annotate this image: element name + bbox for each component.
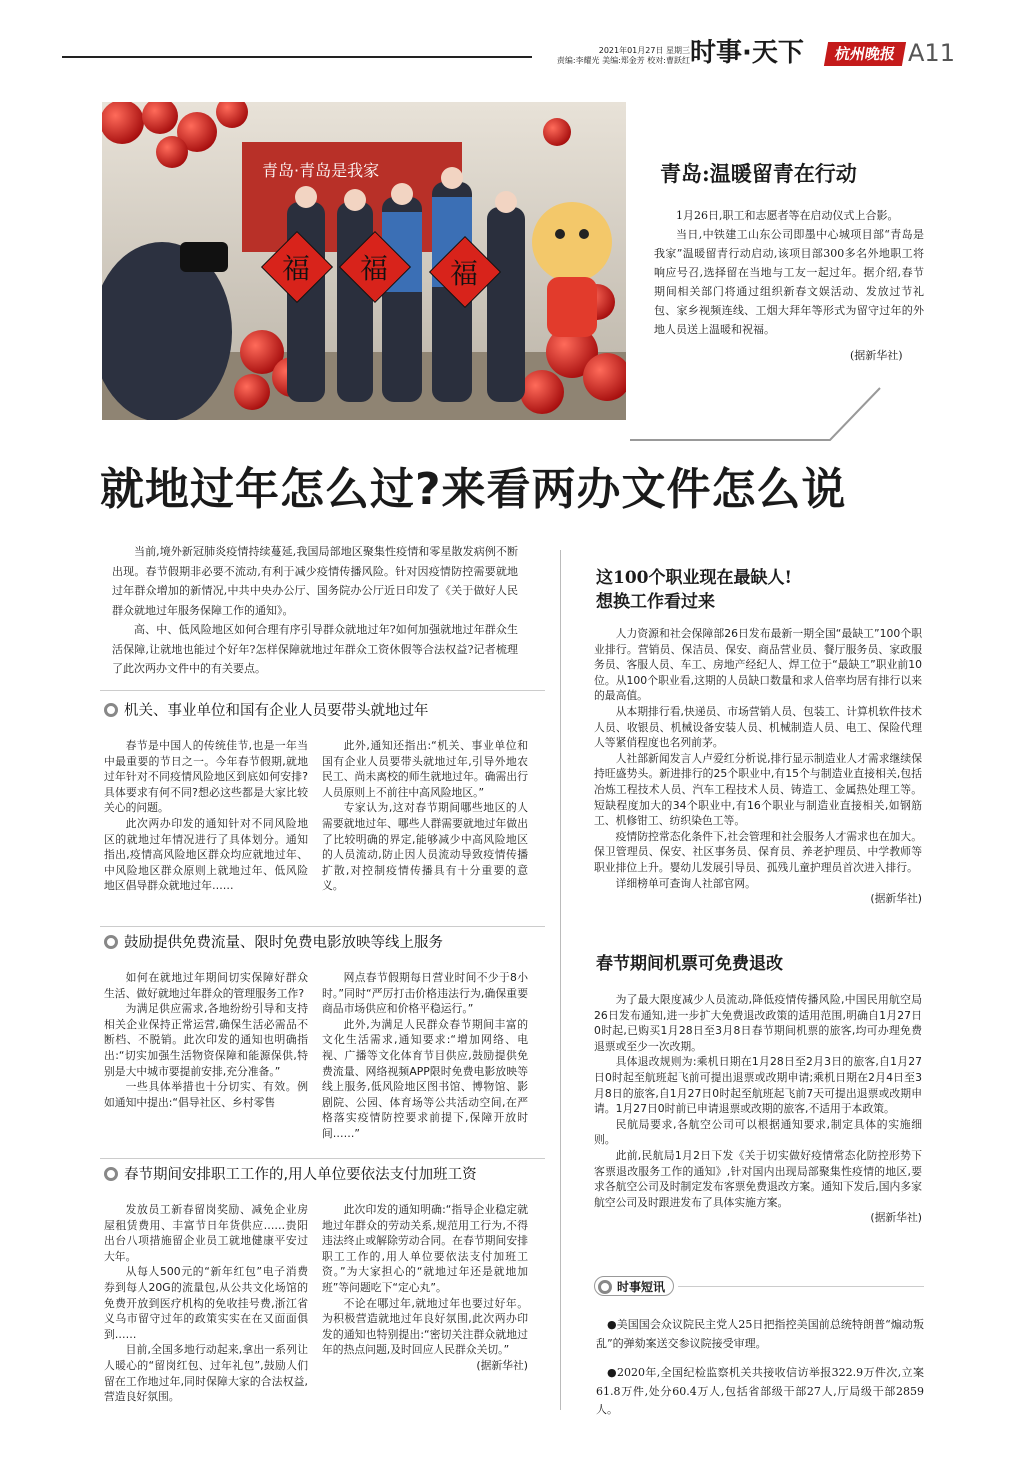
title-line: 想换工作看过来 (596, 592, 715, 612)
title-line: 这100个职业现在最缺人! (596, 568, 792, 588)
right-article-2-title (596, 952, 783, 976)
body-paragraph: 春节是中国人的传统佳节,也是一年当中最重要的节日之一。今年春节假期,就地过年针对不同疫情风险地区到底如何安排?具体要求有何不同?想必这些都是大家比较关心的问题。 (104, 739, 308, 815)
body-paragraph: 为了最大限度减少人员流动,降低疫情传播风险,中国民用航空局26日发布通知,进一步扩大免费退改政策的适用范围,明确自1月27日0时起,已购买1月28日至3月8日春节期间机票的旅客,均可办理免费退票或至少一次改期。 (594, 993, 922, 1053)
body-paragraph: 疫情防控常态化条件下,社会管理和社会服务人才需求也在加大。保卫管理员、保安、社区事务员、保育员、养老护理员、中学教师等职业排位上升。婴幼儿发展引导员、孤残儿童护理员首次进入排行。 (594, 829, 922, 874)
circle-bullet-icon (104, 703, 118, 717)
body-paragraph: 此前,民航局1月2日下发《关于切实做好疫情常态化防控形势下客票退改服务工作的通知》,针对国内出现局部聚集性疫情的地区,要求各航空公司及时制定发布客票免费退改方案。通知下发后,国内多家航空公司及时跟进发布了具体实施方案。 (594, 1148, 922, 1209)
news-briefs-header (594, 1276, 924, 1298)
section-heading-3 (104, 1164, 477, 1186)
body-paragraph: 一些具体举措也十分切实、有效。例如通知中提出:“倡导社区、乡村零售 (104, 1080, 308, 1109)
article-source: (据新华社) (476, 1358, 528, 1372)
newspaper-logo: 杭州晚报 (824, 42, 906, 66)
article-lead (112, 542, 518, 679)
section-divider (100, 1158, 545, 1159)
right-article-1-body (594, 626, 922, 907)
body-paragraph: 网点春节假期每日营业时间不少于8小时。”同时“严厉打击价格违法行为,确保重要商品市场供应和价格平稳运行。” (322, 971, 528, 1016)
body-paragraph: 如何在就地过年期间切实保障好群众生活、做好就地过年群众的管理服务工作? (104, 971, 308, 1000)
section-heading-2 (104, 932, 443, 954)
body-paragraph: 从每人500元的“新年红包”电子消费券到每人20G的流量包,从公共文化场馆的免费开放到医疗机构的免收挂号费,浙江省义乌市留守过年的政策实实在在又面面俱到…… (104, 1265, 308, 1341)
right-article-1-title (596, 566, 792, 614)
news-brief-2 (596, 1364, 924, 1420)
brief-text: ●美国国会众议院民主党人25日把指控美国前总统特朗普“煽动叛乱”的弹劾案送交参议院接受审理。 (596, 1318, 924, 1350)
section-1-col-1 (104, 738, 308, 894)
photo-story-source: (据新华社) (850, 349, 903, 362)
body-paragraph: 此外,为满足人民群众春节期间丰富的文化生活需求,通知要求:“增加网络、电视、广播等文化体育节目供应,鼓励提供免费流量、网络视频APP限时免费电影放映等线上服务,低风险地区图书馆、博物馆、影剧院、公园、体育场等公共活动空间,在严格落实疫情防控要求前提下,保障开放时间……” (322, 1017, 528, 1140)
body-paragraph: 从本期排行看,快递员、市场营销人员、包装工、计算机软件技术人员、收银员、机械设备安装人员、机械制造人员、电工、保险代理人等紧俏程度也名列前茅。 (594, 704, 922, 750)
body-paragraph: 为满足供应需求,各地纷纷引导和支持相关企业保持正常运营,确保生活必需品不断档、不脱销。此次印发的通知也明确指出:“切实加强生活物资保障和能源保供,特别是大中城市要提前安排,充分准备。” (104, 1002, 308, 1078)
body-paragraph: 此次印发的通知明确:“指导企业稳定就地过年群众的劳动关系,规范用工行为,不得违法终止或解除劳动合同。在春节期间安排职工工作的,用人单位要依法支付加班工资。”为大家担心的“就地过年还是就地加班”等问题吃下“定心丸”。 (322, 1203, 528, 1294)
right-article-2-body (594, 992, 922, 1226)
header-meta (520, 46, 690, 66)
photo-banner-text: 青岛·青岛是我家 (262, 161, 380, 180)
circle-bullet-icon (598, 1280, 612, 1294)
body-paragraph: 目前,全国多地行动起来,拿出一系列让人暖心的“留岗红包、过年礼包”,鼓励人们留在工作地过年,同时保障大家的合法权益,营造良好氛围。 (104, 1343, 308, 1404)
fu-character-2: 福 (360, 252, 389, 285)
fu-character-1: 福 (282, 252, 311, 285)
editors-line: 责编:李耀光 美编:郑金芳 校对:曹跃红 (556, 56, 690, 65)
body-paragraph: 此次两办印发的通知针对不同风险地区的就地过年情况进行了具体划分。通知指出,疫情高风险地区群众均应就地过年、中风险地区群众原则上就地过年、低风险地区倡导群众就地过年…… (104, 816, 308, 893)
lead-paragraph: 当前,境外新冠肺炎疫情持续蔓延,我国局部地区聚集性疫情和零星散发病例不断出现。春节假期非必要不流动,有利于减少疫情传播风险。针对因疫情防控需要就地过年群众增加的新情况,中共中央办公厅、国务院办公厅近日印发了《关于做好人民群众就地过年服务保障工作的通知》。 (112, 545, 518, 617)
section-heading-text: 鼓励提供免费流量、限时免费电影放映等线上服务 (124, 935, 443, 951)
section-divider (100, 690, 545, 691)
main-headline: 就地过年怎么过?来看两办文件怎么说 (100, 464, 847, 515)
page-number: A11 (908, 39, 955, 67)
section-1-col-2 (322, 738, 528, 894)
column-divider (560, 550, 561, 1410)
lead-paragraph: 高、中、低风险地区如何合理有序引导群众就地过年?如何加强就地过年群众生活保障,让就地也能过个好年?怎样保障就地过年群众工资休假等合法权益?记者梳理了此次两办文件中的有关要点。 (112, 623, 518, 675)
body-paragraph: 民航局要求,各航空公司可以根据通知要求,制定具体的实施细则。 (594, 1117, 922, 1147)
header-rule (62, 56, 532, 58)
body-paragraph: 不论在哪过年,就地过年也要过好年。为积极营造就地过年良好氛围,此次两办印发的通知也特别提出:“密切关注群众就地过年的热点问题,及时回应人民群众关切。” (322, 1296, 528, 1357)
section-heading-text: 机关、事业单位和国有企业人员要带头就地过年 (124, 703, 429, 719)
body-paragraph: 人力资源和社会保障部26日发布最新一期全国“最缺工”100个职业排行。营销员、保洁员、保安、商品营业员、餐厅服务员、家政服务员、客服人员、车工、房地产经纪人、焊工位于“最缺工”职业前10位。从100个职业看,这期的人员缺口数量和求人倍率均居有排行以来的最高值。 (594, 627, 922, 703)
circle-bullet-icon (104, 1167, 118, 1181)
body-paragraph: 专家认为,这对春节期间哪些地区的人需要就地过年、哪些人群需要就地过年做出了比较明确的界定,能够减少中高风险地区的人员流动,防止因人员流动导致疫情传播扩散,对控制疫情传播具有十分重要的意义。 (322, 801, 528, 893)
news-photo (102, 102, 626, 420)
photo-story-paragraph: 1月26日,职工和志愿者等在启动仪式上合影。 (676, 209, 899, 222)
section-2-col-2 (322, 970, 528, 1142)
section-2-col-1 (104, 970, 308, 1110)
photo-story-paragraph: 当日,中铁建工山东公司即墨中心城项目部“青岛是我家”温暖留青行动启动,该项目部300多名外地职工将响应号召,选择留在当地与工友一起过年。据介绍,春节期间相关部门将通过组织新春文娱活动、发放过节礼包、家乡视频连线、工烟大拜年等形式为留守过年的外地人员送上温暖和祝福。 (654, 228, 924, 336)
date-line: 2021年01月27日 星期三 (598, 46, 690, 55)
fu-character-3: 福 (450, 257, 479, 290)
article-source: (据新华社) (870, 1211, 922, 1225)
body-paragraph: 人社部新闻发言人卢爱红分析说,排行显示制造业人才需求继续保持旺盛势头。新进排行的25个职业中,有15个与制造业直接相关,包括冶炼工程技术人员、汽车工程技术人员、铸造工、金属热处理工等。短缺程度加大的34个职业中,有16个职业与制造业直接相关,如钢筋工、机修钳工、纺织染色工等。 (594, 751, 922, 828)
section-heading-1 (104, 700, 429, 722)
photo-story-title: 青岛:温暖留青在行动 (660, 161, 857, 186)
circle-bullet-icon (104, 935, 118, 949)
section-3-col-2 (322, 1202, 528, 1374)
section-divider (100, 926, 545, 927)
body-paragraph: 发放员工新春留岗奖励、减免企业房屋租赁费用、丰富节日年货供应……贵阳出台八项措施留企业员工就地健康平安过大年。 (104, 1203, 308, 1263)
body-paragraph: 详细榜单可查询人社部官网。 (615, 876, 756, 890)
photo-story-body (654, 206, 924, 339)
news-briefs-label-text: 时事短讯 (617, 1280, 666, 1294)
title-line: 春节期间机票可免费退改 (596, 954, 783, 974)
decorative-line (630, 378, 910, 458)
section-heading-text: 春节期间安排职工工作的,用人单位要依法支付加班工资 (124, 1167, 477, 1183)
news-briefs-label (594, 1276, 674, 1296)
body-paragraph: 具体退改规则为:乘机日期在1月28日至2月3日的旅客,自1月27日0时起至航班起飞前可提出退票或改期申请;乘机日期在2月4日至3月8日的旅客,自1月27日0时起至航班起飞前7天可提出退票或改期申请。1月27日0时前已申请退票或改期的旅客,不适用于本政策。 (594, 1055, 922, 1116)
brief-text: ●2020年,全国纪检监察机关共接收信访举报322.9万件次,立案61.8万件,处分60.4万人,包括省部级干部27人,厅局级干部2859人。 (596, 1366, 924, 1416)
section-title: 时事·天下 (690, 38, 804, 68)
briefs-rule (678, 1286, 924, 1287)
section-3-col-1 (104, 1202, 308, 1405)
news-brief-1 (596, 1316, 924, 1353)
article-source: (据新华社) (870, 892, 922, 906)
body-paragraph: 此外,通知还指出:“机关、事业单位和国有企业人员要带头就地过年,引导外地农民工、尚未离校的师生就地过年。确需出行人员原则上不前往中高风险地区。” (322, 739, 528, 799)
